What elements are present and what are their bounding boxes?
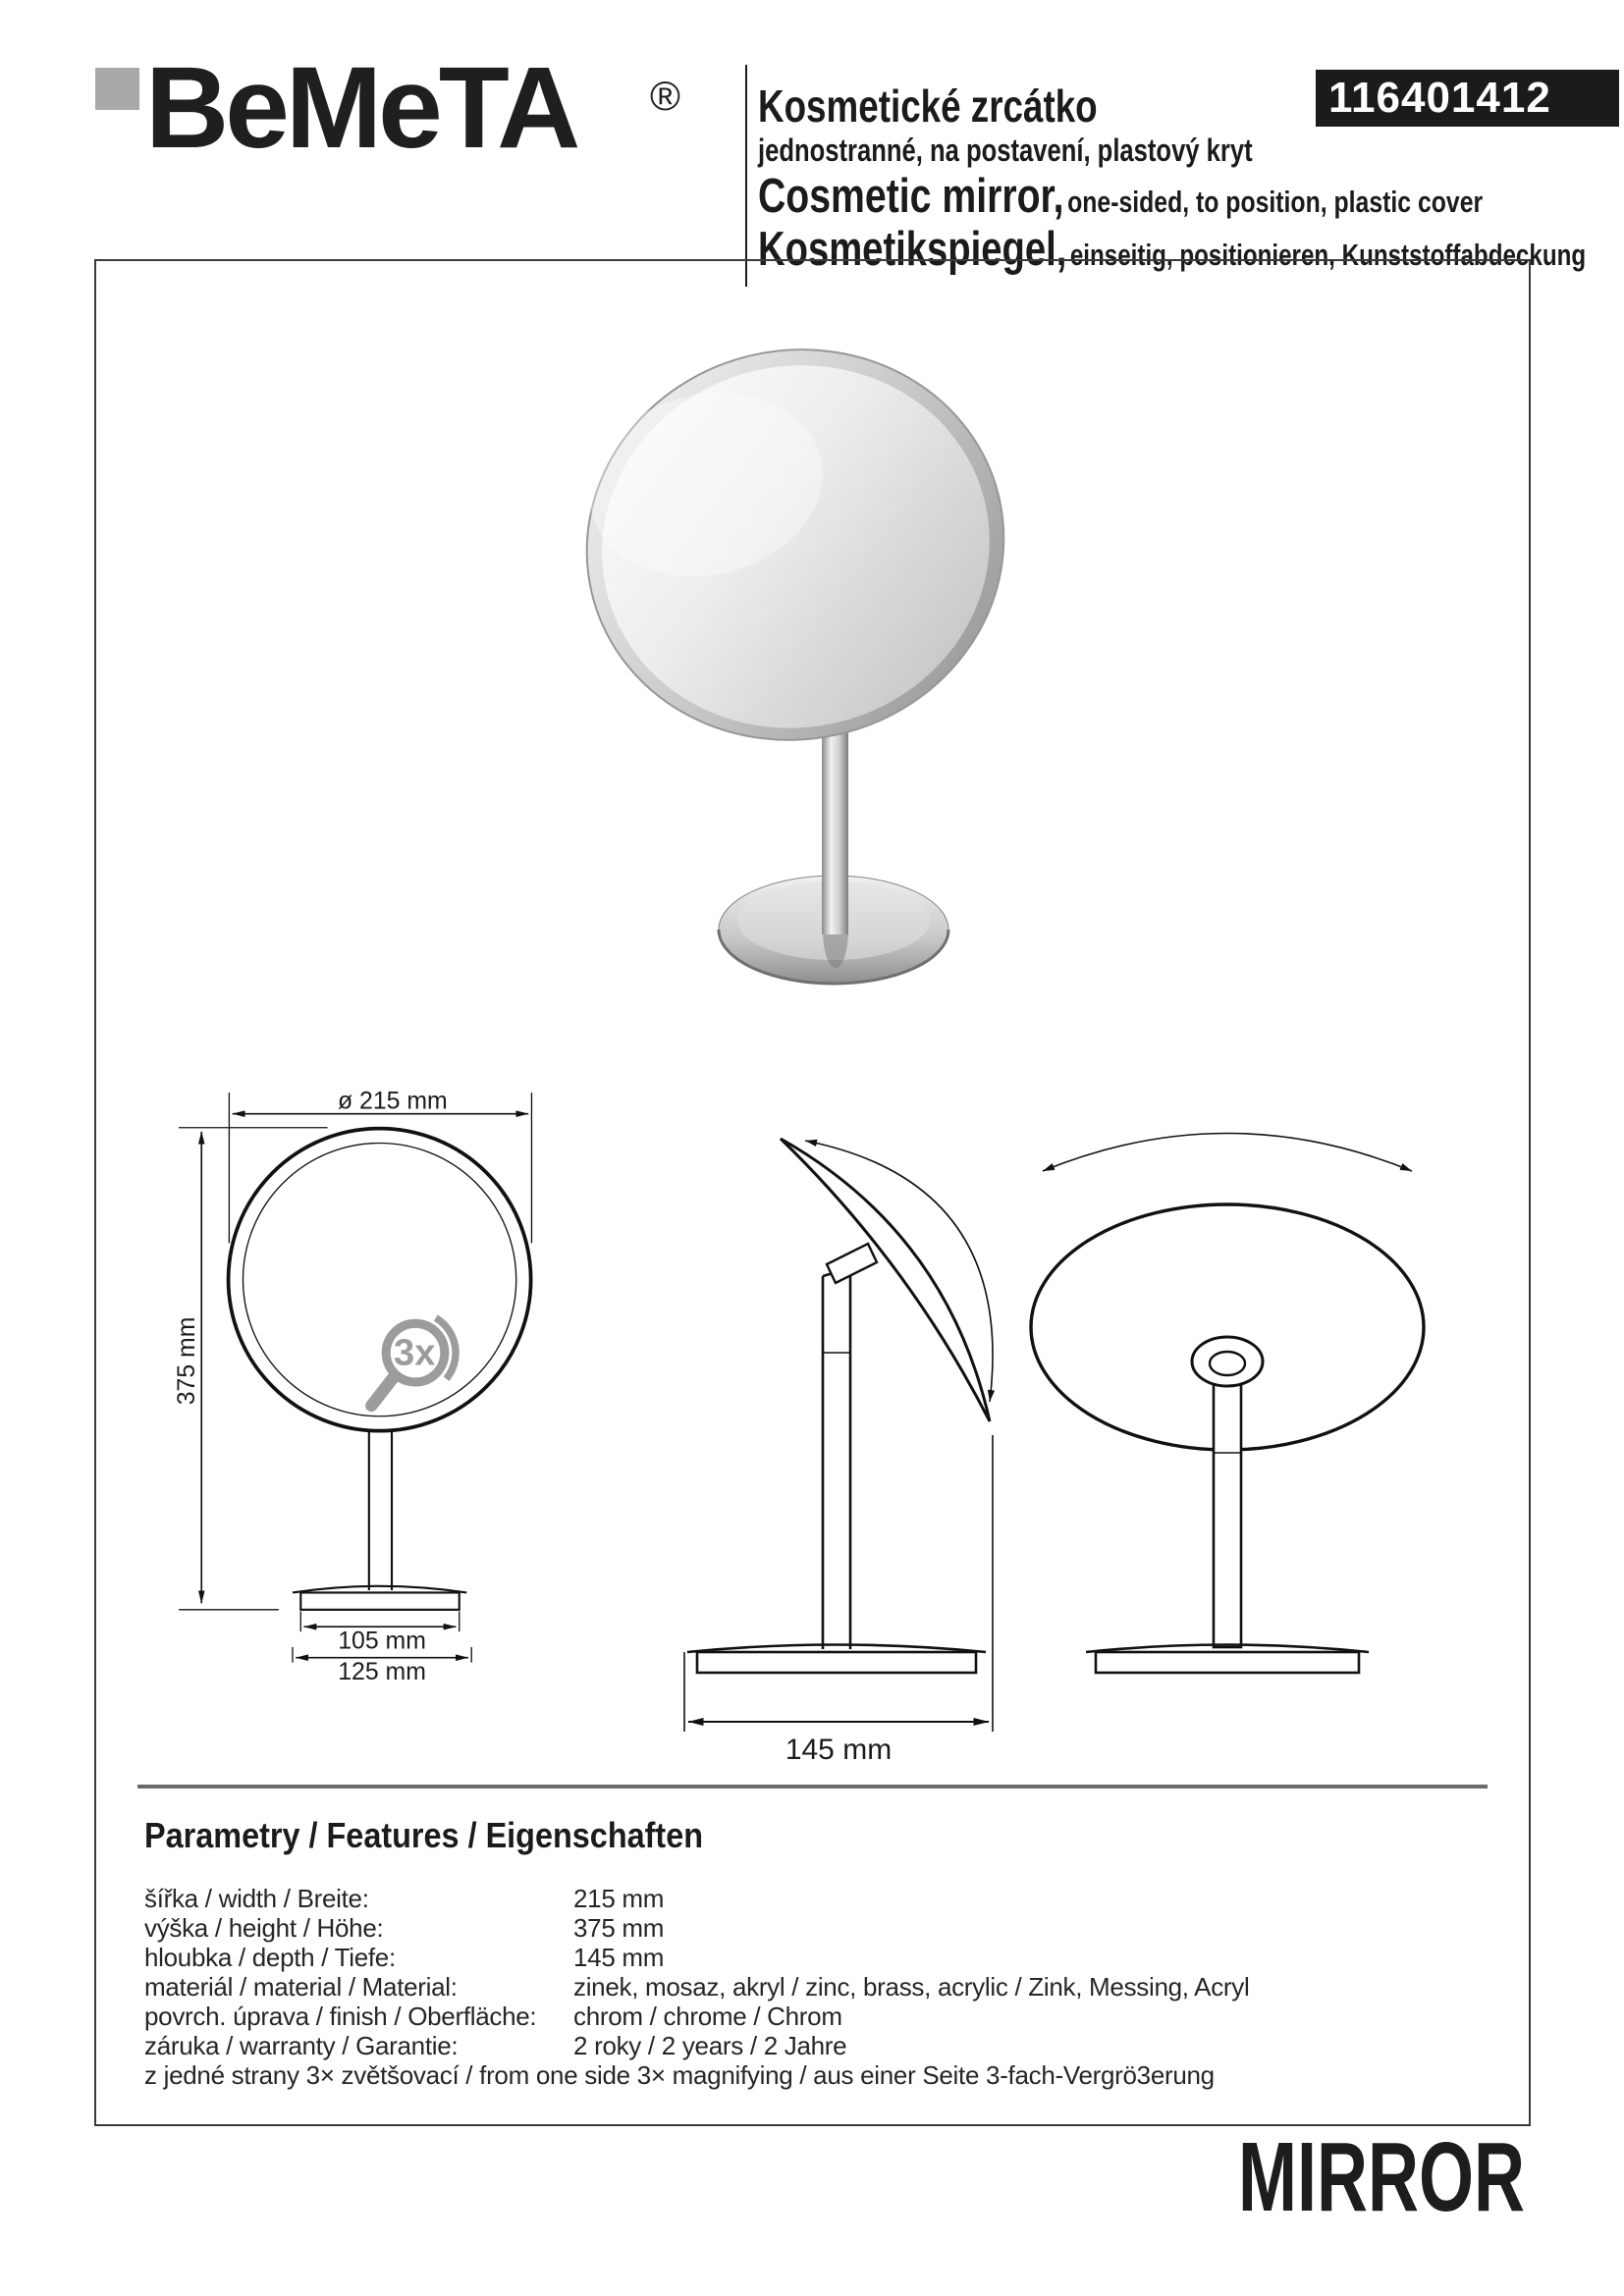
table-row — [144, 1884, 1460, 1913]
param-value: zinek, mosaz, akryl / zinc, brass, acrylic / Zink, Messing, Acryl — [573, 1972, 1250, 2002]
title-cz-text: Kosmetické zrcátko — [758, 80, 1098, 132]
header-divider — [745, 65, 747, 287]
subtitle-en-text: one-sided, to position, plastic cover — [1067, 185, 1484, 219]
base-outer-dimension-label: 125 mm — [338, 1659, 426, 1686]
table-row — [144, 1913, 1460, 1943]
diameter-dimension-label: ø 215 mm — [337, 1088, 448, 1115]
param-label: materiál / material / Material: — [144, 1972, 458, 2002]
drawing-front-view — [108, 1016, 628, 1762]
param-label: povrch. úprava / finish / Oberfläche: — [144, 2002, 537, 2031]
table-row — [144, 1943, 1460, 1972]
photo-mirror-head — [550, 308, 1043, 781]
param-value: 2 roky / 2 years / 2 Jahre — [573, 2031, 847, 2060]
registered-trademark-icon: ® — [650, 73, 680, 119]
brand-logo: BeMeTA — [145, 43, 577, 173]
category-label: MIRROR — [1238, 2122, 1525, 2232]
magnification-label: 3x — [394, 1332, 436, 1374]
title-en-text: Cosmetic mirror, — [758, 170, 1064, 223]
product-title-cz — [758, 80, 1182, 132]
param-label: záruka / warranty / Garantie: — [144, 2031, 459, 2060]
param-label: výška / height / Höhe: — [144, 1913, 384, 1943]
swivel-arrow — [1043, 1134, 1412, 1172]
param-value: 375 mm — [573, 1913, 665, 1943]
product-code-badge — [1316, 70, 1619, 127]
param-value: chrom / chrome / Chrom — [573, 2002, 842, 2031]
product-photo — [550, 294, 1080, 1041]
depth-dimension-label: 145 mm — [785, 1734, 893, 1766]
table-row — [144, 2002, 1460, 2031]
drawing-side-view — [638, 1060, 1031, 1787]
param-label: šířka / width / Breite: — [144, 1884, 369, 1913]
section-divider — [137, 1785, 1488, 1789]
param-label: hloubka / depth / Tiefe: — [144, 1943, 396, 1972]
subtitle-cz-text: jednostranné, na postavení, plastový kryt — [758, 133, 1253, 168]
title-de-text: Kosmetikspiegel, — [758, 223, 1067, 276]
product-subtitle-cz — [758, 134, 1377, 166]
magnifying-note: z jedné strany 3× zvětšovací / from one side 3× magnifying / aus einer Seite 3-fach-Vergrö3erung — [144, 2060, 1215, 2090]
drawing-back-view — [1021, 1060, 1532, 1787]
param-value: 145 mm — [573, 1943, 665, 1972]
table-row — [144, 1972, 1460, 2002]
subtitle-de-text: einseitig, positionieren, Kunststoffabdeckung — [1069, 238, 1587, 272]
param-value: 215 mm — [573, 1884, 665, 1913]
product-code: 116401412 — [1328, 74, 1551, 122]
height-dimension-label: 375 mm — [173, 1316, 200, 1406]
product-title-en — [758, 170, 1624, 223]
parameters-heading: Parametry / Features / Eigenschaften — [144, 1815, 704, 1855]
brand-square-mark — [95, 68, 139, 110]
table-row — [144, 2031, 1460, 2060]
parameters-table — [144, 1884, 1460, 2090]
base-inner-dimension-label: 105 mm — [338, 1628, 426, 1655]
